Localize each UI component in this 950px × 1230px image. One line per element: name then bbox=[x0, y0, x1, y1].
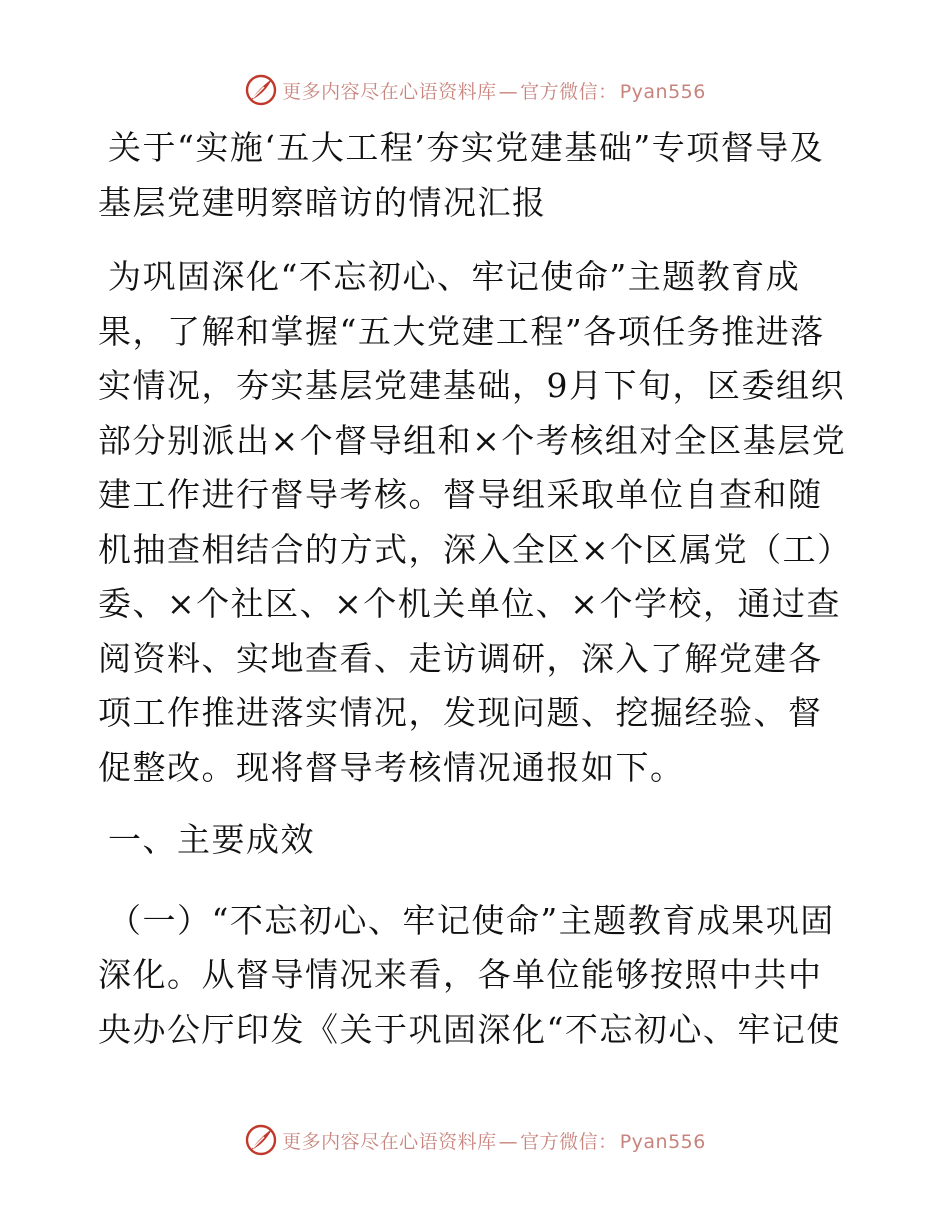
subsection-paragraph: （一）“不忘初心、牢记使命”主题教育成果巩固深化。从督导情况来看，各单位能够按照中共中央办公厅印发《关于巩固深化“不忘初心、牢记使 bbox=[98, 900, 841, 1049]
watermark-separator: — bbox=[498, 80, 519, 103]
header-watermark bbox=[0, 68, 950, 112]
section-heading: 一、主要成效 bbox=[108, 820, 315, 859]
watermark-wechat-id: Pyan556 bbox=[619, 1130, 706, 1153]
document-body bbox=[98, 121, 850, 1057]
watermark-separator: — bbox=[498, 1130, 519, 1153]
watermark-wechat-label: 官方微信： bbox=[520, 1130, 618, 1153]
watermark-wechat-label: 官方微信： bbox=[520, 80, 618, 103]
quill-seal-icon bbox=[244, 1123, 278, 1157]
footer-watermark bbox=[0, 1118, 950, 1162]
watermark-wechat-id: Pyan556 bbox=[619, 80, 706, 103]
document-title: 关于“实施‘五大工程’夯实党建基础”专项督导及基层党建明察暗访的情况汇报 bbox=[98, 128, 825, 222]
watermark-site-text: 更多内容尽在心语资料库 bbox=[282, 1130, 497, 1153]
watermark-text bbox=[282, 1127, 706, 1154]
watermark-site-text: 更多内容尽在心语资料库 bbox=[282, 80, 497, 103]
quill-seal-icon bbox=[244, 73, 278, 107]
intro-paragraph: 为巩固深化“不忘初心、牢记使命”主题教育成果，了解和掌握“五大党建工程”各项任务推进落实情况，夯实基层党建基础，9月下旬，区委组织部分别派出×个督导组和×个考核组对全区基层党建工作进行督导考核。督导组采取单位自查和随机抽查相结合的方式，深入全区×个区属党（工）委、×个社区、×个机关单位、×个学校，通过查阅资料、实地查看、走访调研，深入了解党建各项工作推进落实情况，发现问题、挖掘经验、督促整改。现将督导考核情况通报如下。 bbox=[98, 257, 847, 787]
watermark-text bbox=[282, 77, 706, 104]
